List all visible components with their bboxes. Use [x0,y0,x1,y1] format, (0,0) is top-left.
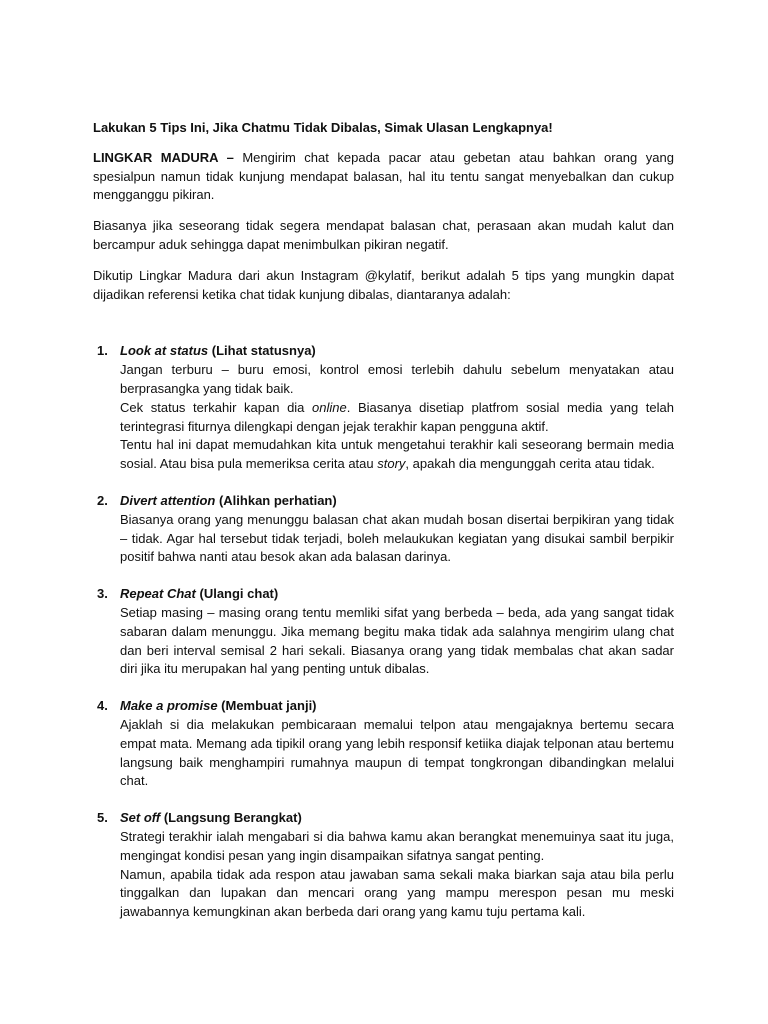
tip-heading [120,492,674,511]
tip-text-italic: story [377,456,406,472]
list-number: 1. [97,343,108,359]
source-label: LINGKAR MADURA – [93,149,234,165]
tip-text: Biasanya orang yang menunggu balasan chat akan mudah bosan disertai berpikiran yang tidak – tidak. Agar hal tersebut tidak terjadi, boleh melaukukan kegiatan yang disukai sambil berpikir positif bahwa nanti atau besok akan ada balasan darinya. [120,511,674,565]
list-item [93,809,674,922]
tip-text: Ajaklah si dia melakukan pembicaraan memalui telpon atau mengajaknya bertemu secara empat mata. Memang ada tipikil orang yang lebih responsif ketiika diajak telponan atau bertemu langsung baik menghampiri rumahnya maupun di tempat tongkrongan dibandingkan melalui chat. [120,716,674,789]
tip-title-en: Look at status [120,343,209,359]
intro-text: Mengirim chat kepada pacar atau gebetan atau bahkan orang yang spesialpun namun tidak kunjung mendapat balasan, hal itu tentu sangat menyebalkan dan cukup mengganggu pikiran. [93,149,674,203]
tip-text [120,399,674,437]
tip-text-part: Tentu hal ini dapat memudahkan kita untuk mengetahui terakhir kali seseorang bermain media sosial. Atau bisa pula memeriksa cerita atau [120,437,674,472]
list-item [93,697,674,791]
tip-text-part: Cek status terkahir kapan dia [120,399,313,415]
list-number: 4. [97,698,108,714]
tip-text [120,436,674,474]
tips-list [93,342,674,922]
paragraph-2: Biasanya jika seseorang tidak segera mendapat balasan chat, perasaan akan mudah kalut dan bercampur aduk sehingga dapat menimbulkan pikiran negatif. [93,218,674,252]
tip-heading [120,809,674,828]
tip-text-part: . Biasanya disetiap platfrom sosial media yang telah terintegrasi fiturnya dilengkapi dengan jejak terakhir kapan pengguna aktif. [120,399,674,434]
tip-heading [120,585,674,604]
article-title: Lakukan 5 Tips Ini, Jika Chatmu Tidak Dibalas, Simak Ulasan Lengkapnya! [93,120,553,135]
tip-title-en: Set off [120,810,161,826]
list-item [93,492,674,567]
tip-title-id: (Lihat statusnya) [211,343,316,359]
tip-text: Jangan terburu – buru emosi, kontrol emosi terlebih dahulu sebelum menyatakan atau berprasangka yang tidak baik. [120,362,674,396]
tip-text: Setiap masing – masing orang tentu memliki sifat yang berbeda – beda, ada yang sangat tidak sabaran dalam menunggu. Jika memang begitu maka tidak ada salahnya mengirim ulang chat dan beri interval semisal 2 hari sekali. Biasanya orang yang tidak membalas chat akan sadar diri jika itu merupakan hal yang penting untuk dibalas. [120,604,674,677]
tip-text: Namun, apabila tidak ada respon atau jawaban sama sekali maka biarkan saja atau bila perlu tinggalkan dan lupakan dan mencari orang yang mampu merespon pesan mu meski jawabannya kemungkinan akan berbeda dari orang yang kamu tuju pertama kali. [120,866,674,920]
tip-title-en: Repeat Chat [120,586,196,602]
tip-title-id: (Langsung Berangkat) [163,810,302,826]
list-number: 3. [97,586,108,602]
tip-heading [120,342,674,361]
list-item [93,585,674,679]
document-body [93,119,674,940]
tip-title-id: (Membuat janji) [221,698,317,714]
tip-text-part: , apakah dia mengunggah cerita atau tidak. [405,456,655,472]
list-number: 5. [97,810,108,826]
tip-title-id: (Alihkan perhatian) [218,492,337,508]
tip-title-id: (Ulangi chat) [199,586,279,602]
tip-title-en: Make a promise [120,698,218,714]
tip-text-italic: online [312,399,347,415]
tip-text: Strategi terakhir ialah mengabari si dia bahwa kamu akan berangkat menemuinya saat itu juga, mengingat kondisi pesan yang ingin disampaikan sifatnya sangat penting. [120,828,674,863]
tip-title-en: Divert attention [120,492,216,508]
list-item [93,342,674,474]
tip-heading [120,697,674,716]
intro-paragraph [93,149,674,205]
list-number: 2. [97,492,108,508]
paragraph-3: Dikutip Lingkar Madura dari akun Instagram @kylatif, berikut adalah 5 tips yang mungkin dapat dijadikan referensi ketika chat tidak kunjung dibalas, diantaranya adalah: [93,267,674,302]
